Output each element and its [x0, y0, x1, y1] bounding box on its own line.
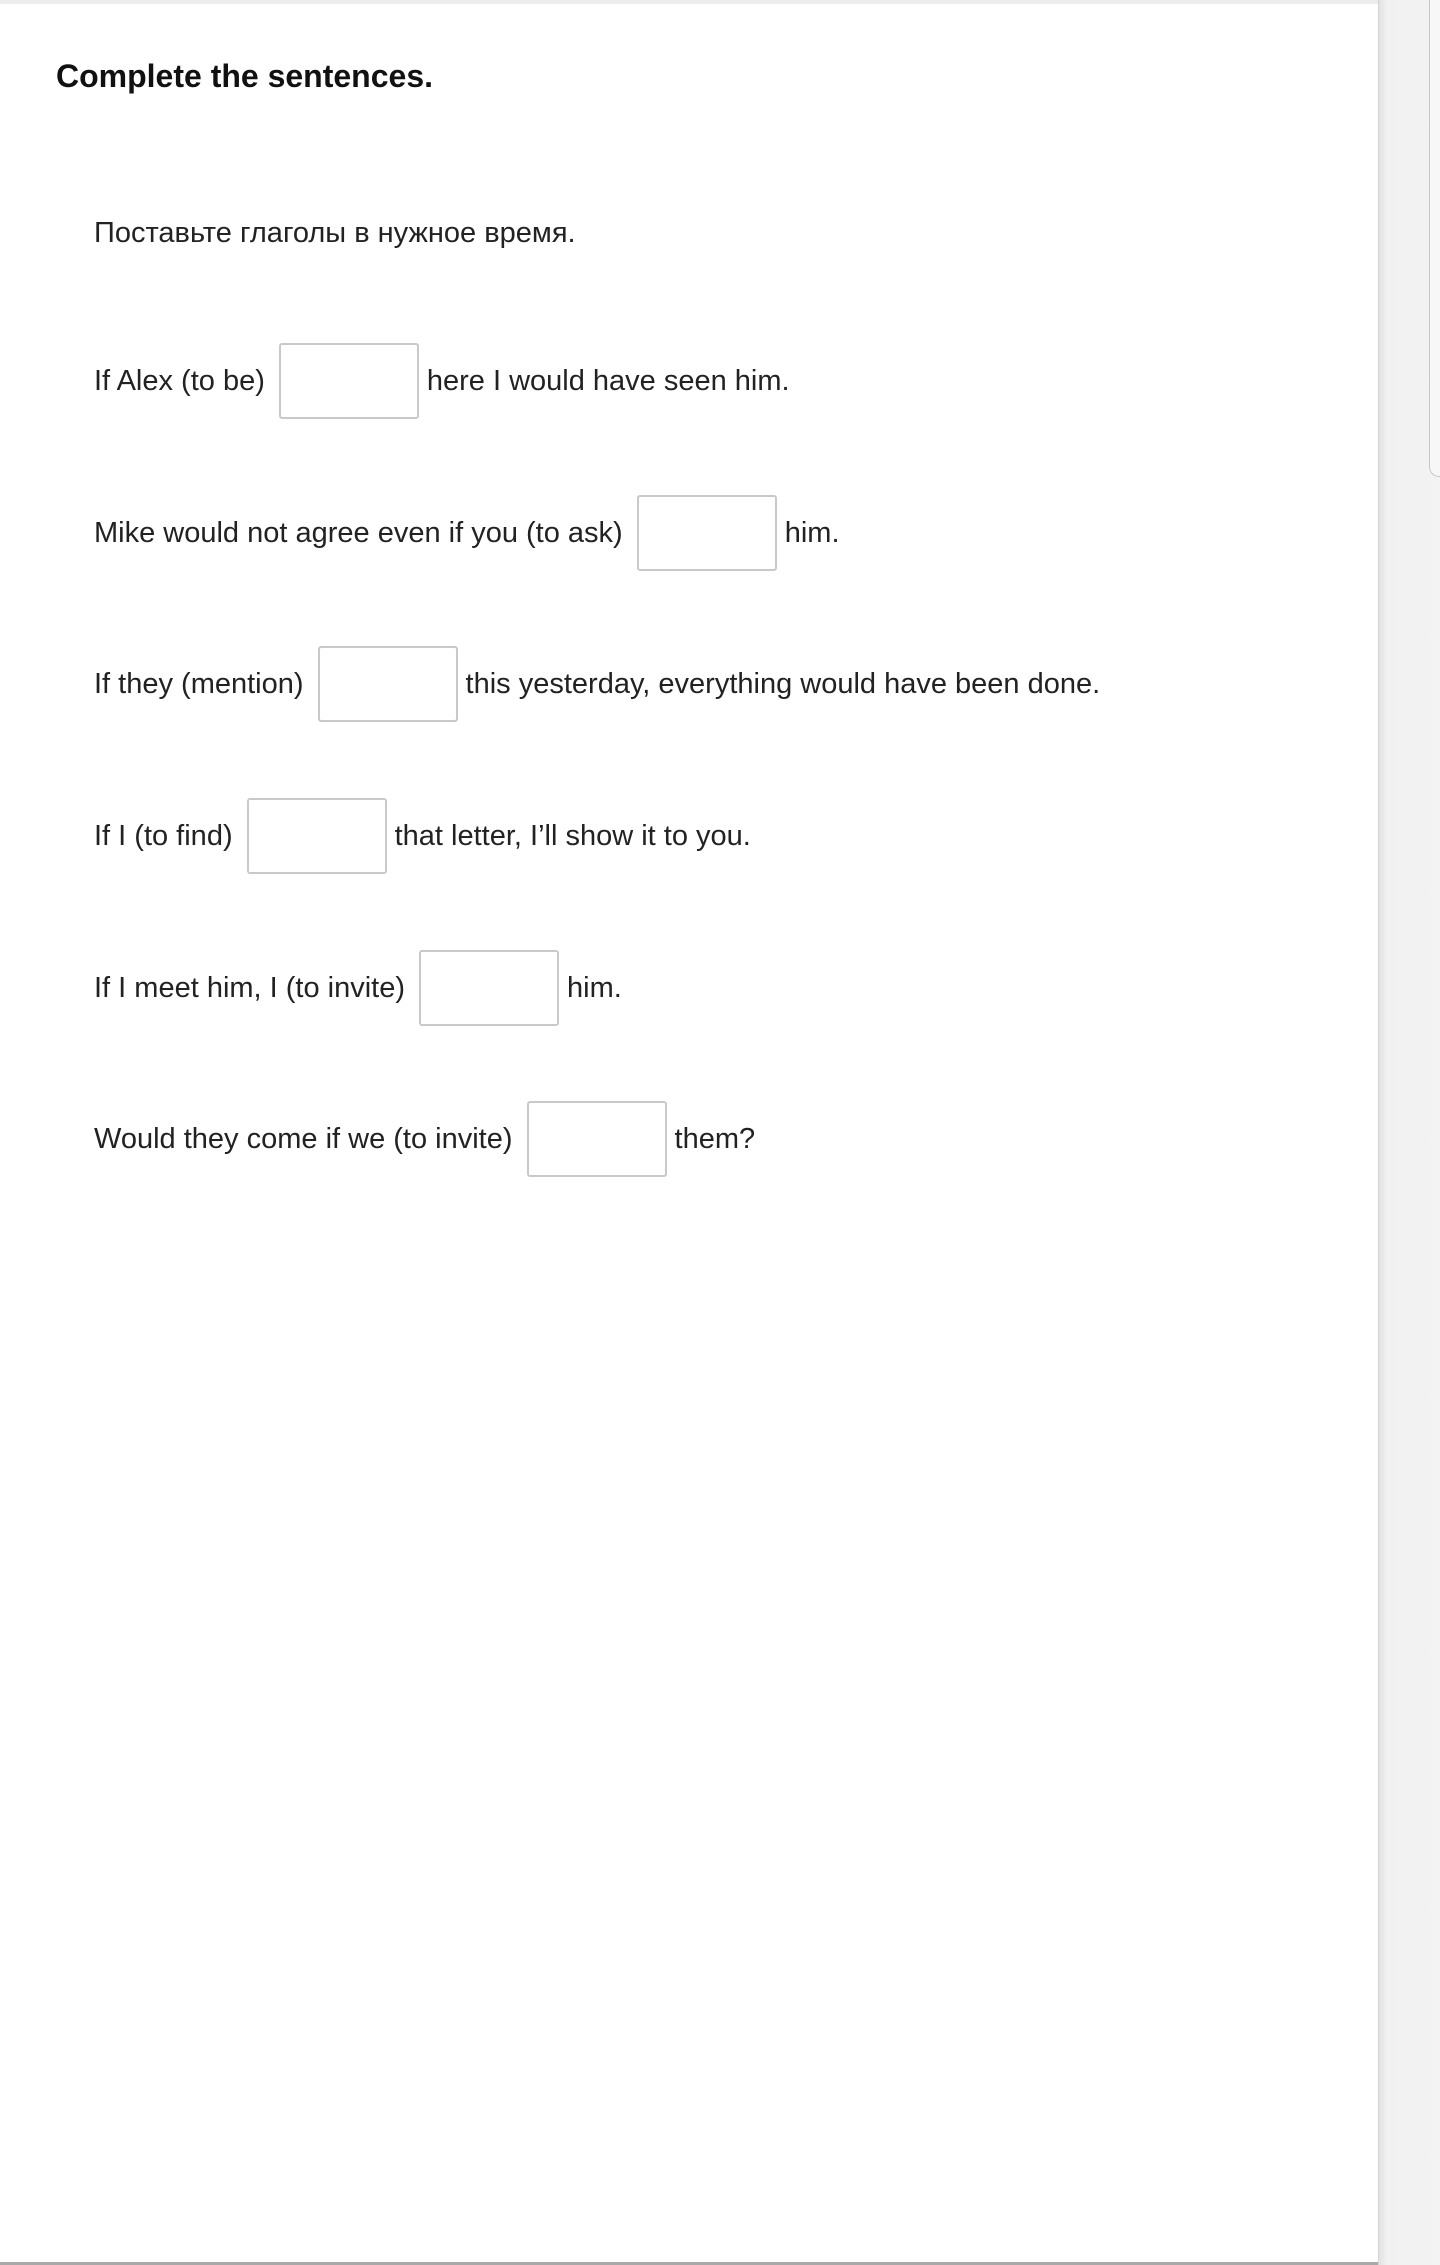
sentence-3 — [94, 646, 1100, 722]
sentence-6 — [94, 1101, 755, 1177]
sentence-5-after: him. — [567, 972, 622, 1004]
scrollbar-thumb[interactable] — [1429, 0, 1440, 477]
answer-input-3[interactable] — [318, 646, 458, 722]
sentence-1-after: here I would have seen him. — [426, 365, 790, 397]
sentence-1-before: If Alex (to be) — [94, 365, 265, 397]
sentence-6-after: them? — [674, 1123, 756, 1155]
sentence-4-after: that letter, I’ll show it to you. — [394, 820, 751, 852]
sentence-5 — [94, 950, 622, 1026]
answer-input-6[interactable] — [527, 1101, 667, 1177]
sentence-2 — [94, 495, 840, 571]
sentence-3-after: this yesterday, everything would have been done. — [465, 668, 1101, 700]
sentence-2-before: Mike would not agree even if you (to ask) — [94, 517, 623, 549]
sentence-1 — [94, 343, 790, 419]
answer-input-5[interactable] — [419, 950, 559, 1026]
answer-input-1[interactable] — [279, 343, 419, 419]
answer-input-4[interactable] — [247, 798, 387, 874]
exercise-title: Complete the sentences. — [56, 58, 433, 94]
sentence-4 — [94, 798, 751, 874]
top-strip — [0, 0, 1378, 4]
exercise-instruction: Поставьте глаголы в нужное время. — [94, 217, 576, 249]
sentence-2-after: him. — [784, 517, 840, 549]
answer-input-2[interactable] — [637, 495, 777, 571]
sentence-3-before: If they (mention) — [94, 668, 304, 700]
sentence-4-before: If I (to find) — [94, 820, 233, 852]
sentence-6-before: Would they come if we (to invite) — [94, 1123, 513, 1155]
sentence-5-before: If I meet him, I (to invite) — [94, 972, 406, 1004]
scrollbar-track[interactable] — [1378, 0, 1440, 2265]
